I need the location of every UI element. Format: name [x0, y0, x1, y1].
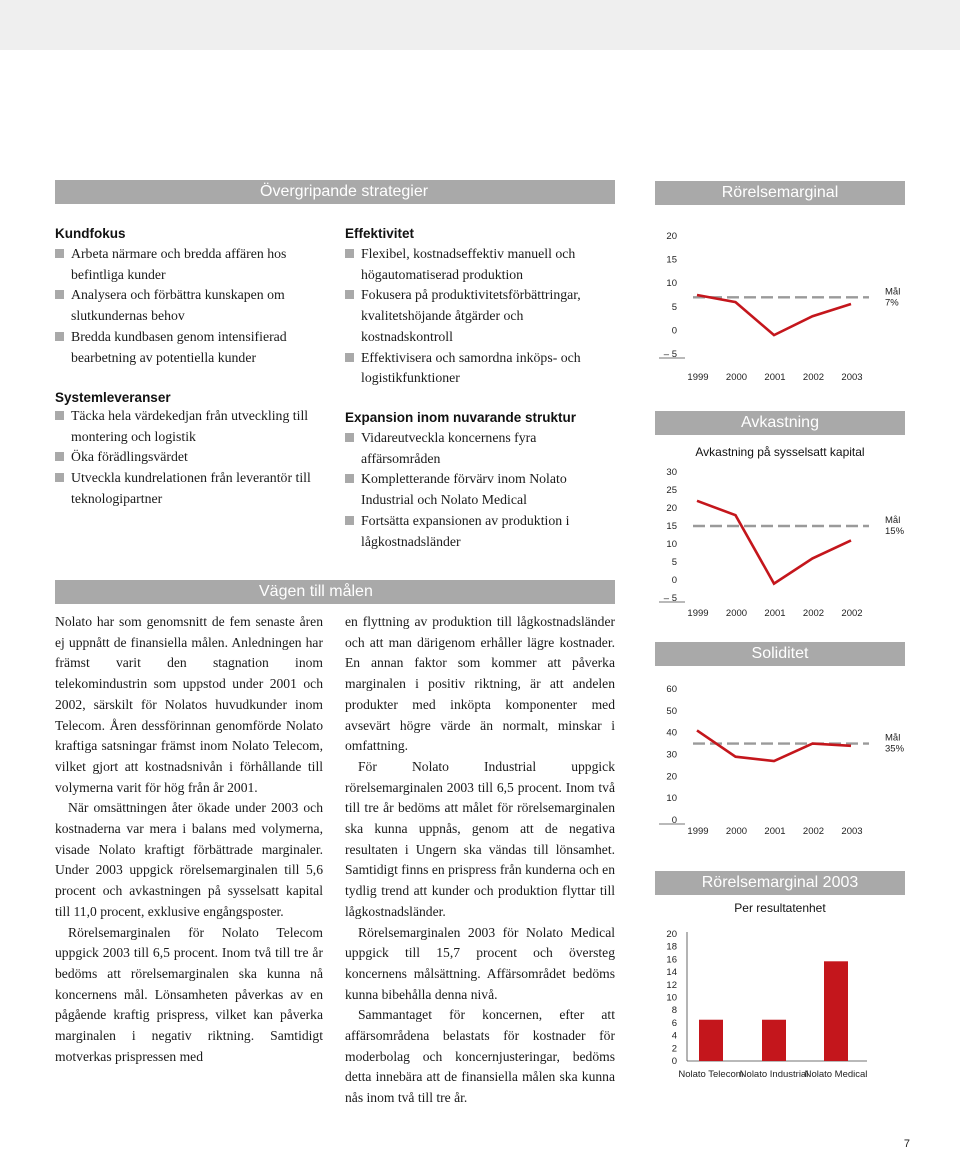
- bullet-square-icon: [55, 473, 64, 482]
- y-tick-label: 15: [666, 254, 677, 266]
- list-item-text: Flexibel, kostnadseffektiv manuell och högautomatiserad produktion: [361, 246, 576, 282]
- x-tick-label: 2002: [802, 826, 825, 837]
- y-tick-label: 0: [671, 575, 677, 586]
- y-tick-label: 8: [671, 1005, 677, 1017]
- x-tick-label: 2003: [841, 372, 863, 383]
- top-band: [0, 0, 960, 50]
- list-item: [345, 428, 615, 469]
- y-tick-label: – 5: [663, 349, 677, 360]
- chart-title-rorelsemarginal: Rörelsemarginal: [655, 181, 905, 205]
- paragraph: Nolato har som genomsnitt de fem senaste åren ej uppnått de finansiella målen. Anledningen har främst varit den stagnation inom telekomindustrin som uppstod under 2001 och 2002, särskilt för Nolatos huvudkunder inom Telecom. Åren dessförinnan genomförde Nolato kraftiga satsningar främst inom Nolato Telecom, vilket gjort att kostnadsnivån i förhållande till volymerna varit för hög från år 2001.: [55, 614, 323, 795]
- chart-rorelsemarginal-2003: [655, 925, 905, 1085]
- bar: [824, 961, 848, 1061]
- target-value-label: 15%: [885, 526, 905, 537]
- bullet-square-icon: [345, 474, 354, 483]
- bar: [699, 1020, 723, 1061]
- list-item: [345, 469, 615, 510]
- y-tick-label: 0: [671, 815, 677, 826]
- series-line: [697, 730, 851, 761]
- x-tick-label: 2001: [764, 826, 786, 837]
- chart-title-soliditet: Soliditet: [655, 642, 905, 666]
- list-item-text: Effektivisera och samordna inköps- och logistikfunktioner: [361, 349, 581, 386]
- bullet-square-icon: [345, 433, 354, 442]
- bullet-square-icon: [55, 249, 64, 258]
- chart-avkastning: [655, 462, 905, 622]
- road-header-text: Vägen till målen: [259, 583, 373, 600]
- y-tick-label: 20: [666, 929, 677, 940]
- list-item: [55, 327, 315, 368]
- chart-title-rorelsemarginal-2003: Rörelsemarginal 2003: [655, 871, 905, 895]
- y-tick-label: 18: [666, 941, 677, 953]
- paragraph: Rörelsemarginalen för Nolato Telecom uppgick 2003 till 6,5 procent. Inom två till tre år bedöms att rörelsemarginalen ska kunna nå koncernens mål. Lönsamheten påverkas av en pågående kraftig prispress, vilket kan påverka marginalen i negativ riktning. Samtidigt motverkas prispressen med: [55, 924, 323, 1064]
- y-tick-label: 20: [666, 503, 677, 514]
- x-tick-label: 2002: [802, 608, 825, 619]
- paragraph: Rörelsemarginalen 2003 för Nolato Medical uppgick till 15,7 procent och översteg koncernens målsättning. Affärsområdet bedöms kunna bibehålla denna nivå.: [345, 924, 615, 1002]
- target-label: Mål: [885, 515, 901, 526]
- list-item-text: Fokusera på produktivitetsförbättringar, kvalitetshöjande åtgärder och kostnadskontroll: [361, 287, 581, 344]
- y-tick-label: 25: [666, 485, 677, 496]
- kundfokus-list: [55, 244, 315, 368]
- list-item-text: Kompletterande förvärv inom Nolato Industrial och Nolato Medical: [361, 471, 567, 508]
- y-tick-label: 0: [671, 325, 677, 337]
- x-tick-label: 2000: [725, 372, 748, 383]
- paragraph: Sammantaget för koncernen, efter att affärsområdena belastats för kostnader för moderbolag och koncernjusteringar, bedöms detta innebära att de finansiella målen ska kunna nås inom två till tre år.: [345, 1007, 615, 1106]
- y-tick-label: 10: [666, 539, 677, 550]
- y-tick-label: 2: [671, 1043, 677, 1055]
- list-item-text: Fortsätta expansionen av produktion i lågkostnadsländer: [361, 512, 570, 549]
- target-value-label: 35%: [885, 743, 905, 755]
- y-tick-label: 12: [666, 979, 677, 991]
- y-tick-label: 30: [666, 749, 677, 761]
- chart-rorelsemarginal: [655, 226, 905, 386]
- target-value-label: 7%: [885, 297, 899, 309]
- y-tick-label: 10: [666, 278, 677, 290]
- list-item-text: Öka förädlingsvärdet: [71, 449, 188, 465]
- body-text-right: [345, 612, 615, 1109]
- effektivitet-title: Effektivitet: [345, 226, 415, 241]
- systemleveranser-title: Systemleveranser: [55, 390, 171, 405]
- x-tick-label: 1999: [687, 826, 709, 837]
- y-tick-label: – 5: [663, 593, 677, 604]
- y-tick-label: 40: [666, 727, 677, 739]
- list-item: [55, 406, 315, 447]
- list-item-text: Täcka hela värdekedjan från utveckling till montering och logistik: [71, 408, 309, 444]
- expansion-title: Expansion inom nuvarande struktur: [345, 410, 577, 425]
- x-tick-label: 2000: [725, 608, 748, 619]
- y-tick-label: 14: [666, 967, 677, 979]
- bullet-square-icon: [345, 353, 354, 362]
- strategies-header: [55, 180, 615, 204]
- y-tick-label: 20: [666, 771, 677, 783]
- bullet-square-icon: [345, 516, 354, 525]
- chart-subtitle-avkastning: Avkastning på sysselsatt kapital: [695, 445, 865, 459]
- body-text-left: [55, 612, 323, 1067]
- x-tick-label: 2002: [841, 608, 863, 619]
- kundfokus-title: Kundfokus: [55, 226, 126, 241]
- target-label: Mål: [885, 286, 901, 298]
- list-item: [55, 285, 315, 326]
- chart-subtitle-per-resultatenhet: Per resultatenhet: [734, 901, 826, 915]
- y-tick-label: 16: [666, 954, 677, 966]
- bullet-square-icon: [55, 332, 64, 341]
- x-tick-label: 2001: [764, 372, 786, 383]
- x-tick-label: Nolato Industrial: [739, 1069, 809, 1080]
- series-line: [697, 295, 851, 335]
- y-tick-label: 30: [666, 467, 677, 478]
- bullet-square-icon: [345, 249, 354, 258]
- list-item: [55, 468, 315, 509]
- x-tick-label: 1999: [687, 372, 709, 383]
- bullet-square-icon: [55, 290, 64, 299]
- page-number: 7: [903, 1138, 910, 1150]
- y-tick-label: 10: [666, 793, 677, 805]
- list-item-text: Arbeta närmare och bredda affären hos befintliga kunder: [71, 246, 287, 282]
- x-tick-label: Nolato Medical: [804, 1069, 868, 1080]
- effektivitet-list: [345, 244, 615, 389]
- list-item: [345, 348, 615, 389]
- y-tick-label: 10: [666, 992, 677, 1004]
- list-item: [345, 511, 615, 552]
- y-tick-label: 60: [666, 684, 677, 695]
- list-item: [345, 244, 615, 285]
- list-item-text: Vidareutveckla koncernens fyra affärsområden: [361, 430, 537, 466]
- x-tick-label: 2002: [802, 372, 825, 383]
- bar: [762, 1020, 786, 1061]
- systemleveranser-list: [55, 406, 315, 510]
- bullet-square-icon: [55, 411, 64, 420]
- y-tick-label: 20: [666, 231, 677, 242]
- paragraph: För Nolato Industrial uppgick rörelsemarginalen 2003 till 6,5 procent. Inom två till tre år bedöms att målet för rörelsemarginalen ska kunna uppnås, genom att de negativa resultaten i Ungern ska vändas till lönsamhet. Samtidigt finns en prispress från kunderna och en tydlig trend att kunder och produktion flyttar till lågkostnadsländer.: [345, 758, 615, 919]
- y-tick-label: 6: [671, 1017, 677, 1029]
- x-tick-label: 2000: [725, 826, 748, 837]
- list-item: [55, 447, 315, 468]
- x-tick-label: 1999: [687, 608, 709, 619]
- y-tick-label: 50: [666, 705, 677, 717]
- expansion-list: [345, 428, 615, 552]
- chart-soliditet: [655, 680, 905, 840]
- y-tick-label: 4: [671, 1030, 677, 1042]
- bullet-square-icon: [55, 452, 64, 461]
- series-line: [697, 501, 851, 584]
- strategies-header-text: Övergripande strategier: [260, 183, 429, 200]
- list-item: [55, 244, 315, 285]
- list-item-text: Bredda kundbasen genom intensifierad bearbetning av potentiella kunder: [71, 328, 287, 365]
- chart-title-avkastning: Avkastning: [655, 411, 905, 435]
- y-tick-label: 15: [666, 521, 677, 532]
- bullet-square-icon: [345, 290, 354, 299]
- list-item-text: Utveckla kundrelationen från leverantör till teknologipartner: [71, 470, 311, 506]
- target-label: Mål: [885, 732, 901, 744]
- y-tick-label: 5: [671, 301, 677, 313]
- x-tick-label: 2003: [841, 826, 863, 837]
- list-item-text: Analysera och förbättra kunskapen om slutkundernas behov: [71, 287, 285, 324]
- paragraph: en flyttning av produktion till lågkostnadsländer och att man därigenom erhåller lägre kostnader. En annan faktor som kommer att påverka marginalen i positiv riktning, är att andelen produkter med inköpta komponenter med avsevärt högre värde än normalt, minskar i omfattning.: [345, 614, 615, 754]
- y-tick-label: 0: [671, 1056, 677, 1067]
- y-tick-label: 5: [671, 557, 677, 568]
- list-item: [345, 285, 615, 347]
- paragraph: När omsättningen åter ökade under 2003 och kostnaderna var mera i balans med volymerna, visade Nolato kraftigt förbättrade marginaler. Under 2003 uppgick rörelsemarginalen till 5,6 procent och avkastningen på sysselsatt kapital till 11,0 procent, exklusive engångsposter.: [55, 800, 323, 919]
- x-tick-label: Nolato Telecom: [678, 1069, 744, 1080]
- x-tick-label: 2001: [764, 608, 786, 619]
- road-header: [55, 580, 615, 604]
